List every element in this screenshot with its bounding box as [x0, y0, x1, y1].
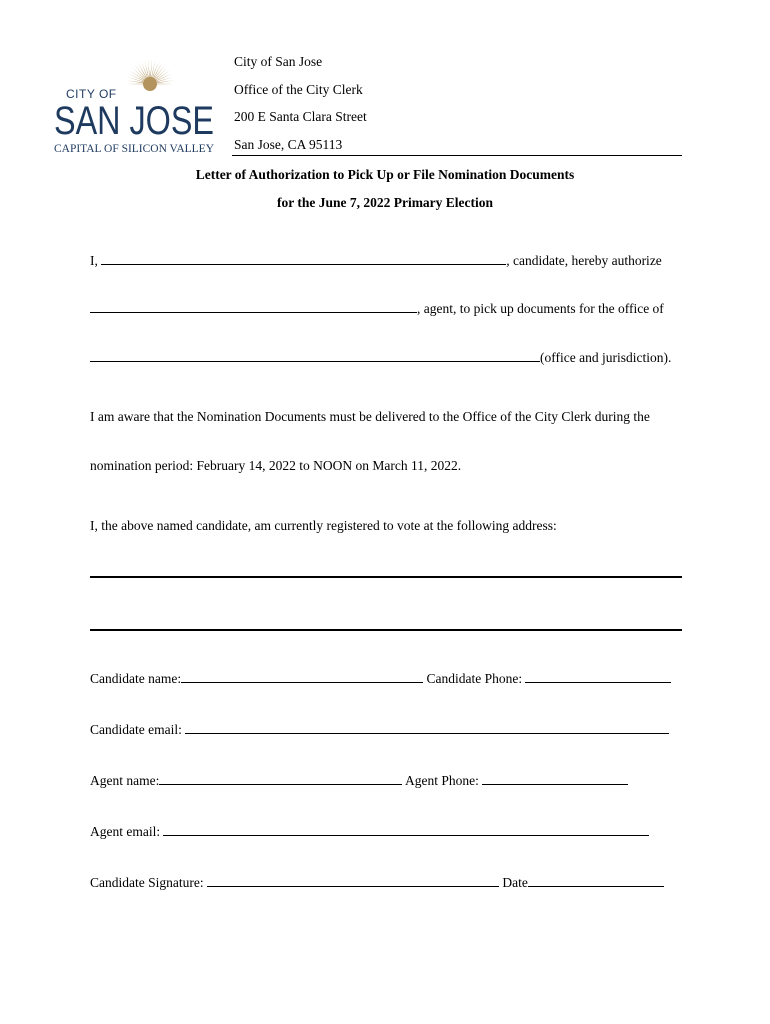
candidate-email-label: Candidate email:: [90, 722, 186, 737]
office-jurisdiction-blank[interactable]: [90, 349, 540, 362]
agent-name-field[interactable]: [159, 772, 402, 785]
address-line-office: Office of the City Clerk: [234, 82, 363, 97]
authorization-line-1: [90, 252, 662, 269]
office-jurisdiction-label: (office and jurisdiction).: [540, 350, 672, 365]
agent-label: , agent, to pick up documents for the office of: [417, 301, 664, 316]
candidate-info-row: [90, 670, 671, 687]
authorize-label: , candidate, hereby authorize: [506, 253, 662, 268]
address-line-citystate: San Jose, CA 95113: [234, 137, 343, 152]
agent-email-row: [90, 823, 649, 840]
authorization-line-2: [90, 300, 664, 317]
signature-row: [90, 874, 664, 891]
agent-phone-label: Agent Phone:: [402, 773, 483, 788]
voter-address-line-1[interactable]: [90, 576, 682, 578]
logo-line-tagline: CAPITAL OF SILICON VALLEY: [54, 143, 215, 155]
agent-info-row: [90, 772, 628, 789]
date-field[interactable]: [528, 874, 664, 887]
candidate-name-blank[interactable]: [101, 252, 506, 265]
address-line-city: City of San Jose: [234, 54, 323, 69]
agent-name-blank[interactable]: [90, 300, 417, 313]
registration-statement: I, the above named candidate, am currently registered to vote at the following address:: [90, 518, 557, 533]
candidate-phone-label: Candidate Phone:: [423, 671, 526, 686]
candidate-name-field[interactable]: [181, 670, 423, 683]
document-title: Letter of Authorization to Pick Up or File Nomination Documents: [195, 167, 575, 182]
candidate-prefix-label: I,: [90, 253, 102, 268]
candidate-signature-field[interactable]: [207, 874, 499, 887]
voter-address-line-2[interactable]: [90, 629, 682, 631]
date-label: Date: [498, 875, 528, 890]
agent-name-label: Agent name:: [90, 773, 160, 788]
agent-phone-field[interactable]: [482, 772, 628, 785]
agent-email-field[interactable]: [163, 823, 649, 836]
address-line-street: 200 E Santa Clara Street: [234, 109, 367, 124]
agent-email-label: Agent email:: [90, 824, 164, 839]
candidate-signature-label: Candidate Signature:: [90, 875, 207, 890]
document-subtitle: for the June 7, 2022 Primary Election: [276, 195, 494, 210]
logo-line-city-of: CITY OF: [66, 87, 117, 101]
delivery-statement-line-2: nomination period: February 14, 2022 to NOON on March 11, 2022.: [90, 458, 462, 473]
city-logo: [52, 54, 218, 158]
candidate-name-label: Candidate name:: [90, 671, 182, 686]
logo-line-san-jose: SAN JOSE: [54, 99, 214, 143]
authorization-line-3: [90, 349, 671, 366]
header-divider: [232, 155, 682, 156]
candidate-email-field[interactable]: [185, 721, 669, 734]
candidate-phone-field[interactable]: [525, 670, 671, 683]
city-seal-image: [52, 54, 218, 158]
sun-rays-icon: [126, 60, 174, 91]
candidate-email-row: [90, 721, 669, 738]
delivery-statement-line-1: I am aware that the Nomination Documents must be delivered to the Office of the City Clerk during the: [90, 409, 650, 424]
